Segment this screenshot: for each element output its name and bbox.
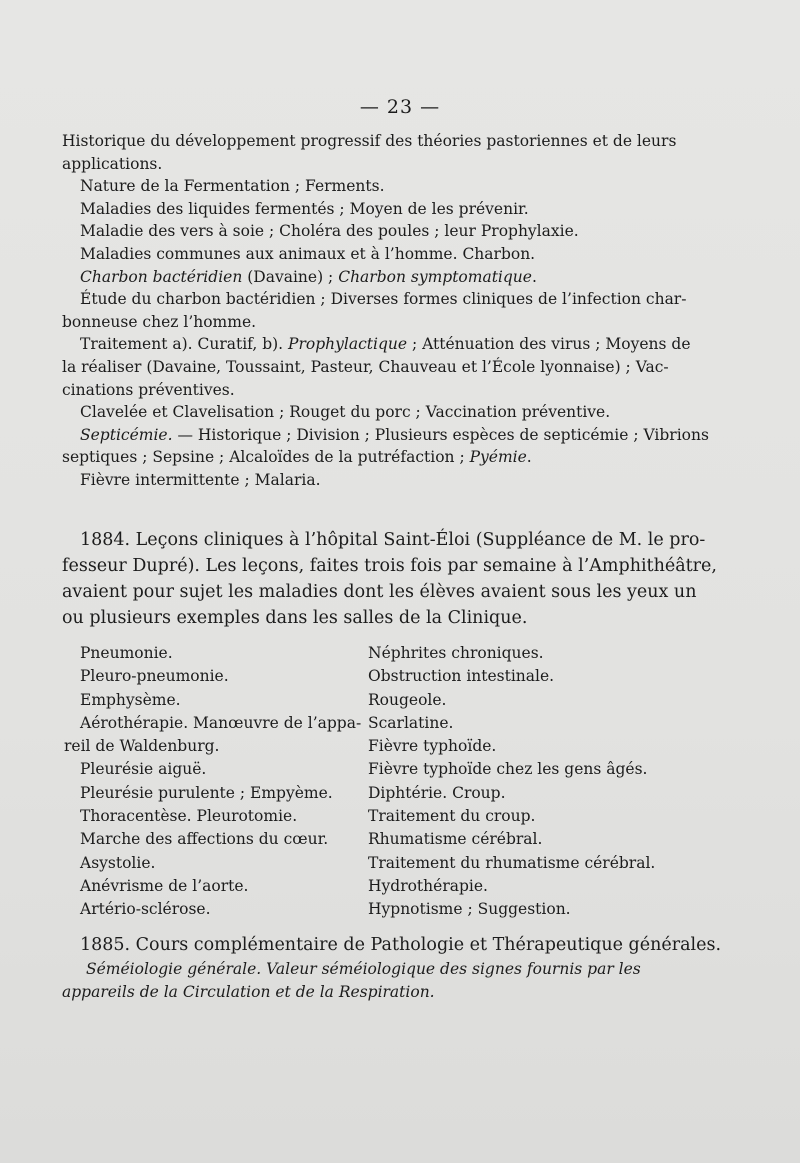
list-item: Pleurésie aiguë. [80,760,207,779]
septiques-period: . [526,448,532,467]
septicemie-label: Septicémie. [80,425,173,444]
list-item: Traitement du rhumatisme cérébral. [368,853,656,872]
lecons-lines [62,527,717,631]
text-line: fesseur Dupré). Les leçons, faites trois fois par semaine à l’Amphithéâtre, [62,556,717,576]
septicemie-line [62,424,709,447]
semeiologie-line: Séméiologie générale. Valeur séméiologique des signes fournis par les [86,960,641,978]
traitement-line [62,333,691,356]
list-item: Néphrites chroniques. [368,644,544,662]
list-item: reil de Waldenburg. [64,737,220,756]
disease-list-left [64,642,362,922]
list-item: Thoracentèse. Pleurotomie. [80,807,298,826]
text-line: Clavelée et Clavelisation ; Rouget du porc ; Vaccination préventive. [80,403,611,422]
intro-lines [62,130,677,266]
list-item: Marche des affections du cœur. [80,830,329,849]
text-block-cours [62,932,722,1003]
text-line: la réaliser (Davaine, Toussaint, Pasteur, Chauveau et l’École lyonnaise) ; Vac- [62,357,669,376]
attenuation-text: ; Atténuation des virus ; Moyens de [407,335,691,354]
appareils-line: appareils de la Circulation et de la Respiration. [62,982,435,1001]
septiques-text: septiques ; Sepsine ; Alcaloïdes de la putréfaction ; [62,448,470,467]
charbon-bacteridien-label: Charbon bactéridien [80,267,243,286]
list-item: Artério-sclérose. [80,900,211,919]
text-line: cinations préventives. [62,380,235,399]
text-line: avaient pour sujet les maladies dont les élèves avaient sous les yeux un [62,582,697,602]
traitement-text: Traitement a). Curatif, b). [80,335,289,354]
text-line: Nature de la Fermentation ; Ferments. [80,177,385,196]
list-item: Pneumonie. [80,644,173,662]
list-item: Diphtérie. Croup. [368,783,506,802]
list-item: Fièvre typhoïde. [368,737,497,756]
list-item: Pleurésie purulente ; Empyème. [80,783,333,802]
pyemie-label: Pyémie [469,448,527,467]
text-line: 1884. Leçons cliniques à l’hôpital Saint-Éloi (Suppléance de M. le pro- [80,530,706,550]
fievre-intermittente-line: Fièvre intermittente ; Malaria. [80,470,321,489]
list-item: Aérothérapie. Manœuvre de l’appa- [80,713,362,732]
list-item: Hypnotisme ; Suggestion. [368,900,571,919]
list-item: Obstruction intestinale. [368,667,555,686]
septiques-line [62,446,672,469]
prophylactique-label: Prophylactique [288,335,408,354]
charbon-davaine-text: (Davaine) ; [242,267,339,286]
charbon-heading [62,266,672,289]
text-line: Maladies des liquides fermentés ; Moyen de les prévenir. [80,199,529,218]
disease-list-right [368,642,655,922]
cours-heading: 1885. Cours complémentaire de Pathologie et Thérapeutique générales. [80,935,722,955]
charbon-lines [62,288,687,333]
list-item: Hydrothérapie. [368,876,488,895]
list-item: Anévrisme de l’aorte. [80,876,249,895]
list-item: Asystolie. [80,853,156,872]
list-item: Fièvre typhoïde chez les gens âgés. [368,760,648,779]
text-line: Maladie des vers à soie ; Choléra des poules ; leur Prophylaxie. [80,222,579,241]
page-number: — 23 — [359,96,441,118]
list-item: Traitement du croup. [368,807,536,826]
list-item: Pleuro-pneumonie. [80,667,229,686]
list-item: Emphysème. [80,690,181,709]
text-line: applications. [62,154,163,173]
list-item: Rougeole. [368,690,447,709]
traitement-lines [62,356,672,424]
text-line: Historique du développement progressif des théories pastoriennes et de leurs [62,132,677,150]
charbon-symptomatique-label: Charbon symptomatique [338,267,532,286]
text-line: bonneuse chez l’homme. [62,312,257,331]
text-line: Maladies communes aux animaux et à l’homme. Charbon. [80,244,536,263]
text-block-history [62,130,709,492]
list-item: Scarlatine. [368,713,454,732]
text-line: ou plusieurs exemples dans les salles de la Clinique. [62,608,528,628]
septicemie-text: — Historique ; Division ; Plusieurs espèces de septicémie ; Vibrions [172,425,709,444]
text-block-lecons [62,527,717,631]
text-line: Étude du charbon bactéridien ; Diverses formes cliniques de l’infection char- [80,290,687,309]
list-item: Rhumatisme cérébral. [368,830,543,849]
charbon-heading-period: . [531,267,537,286]
